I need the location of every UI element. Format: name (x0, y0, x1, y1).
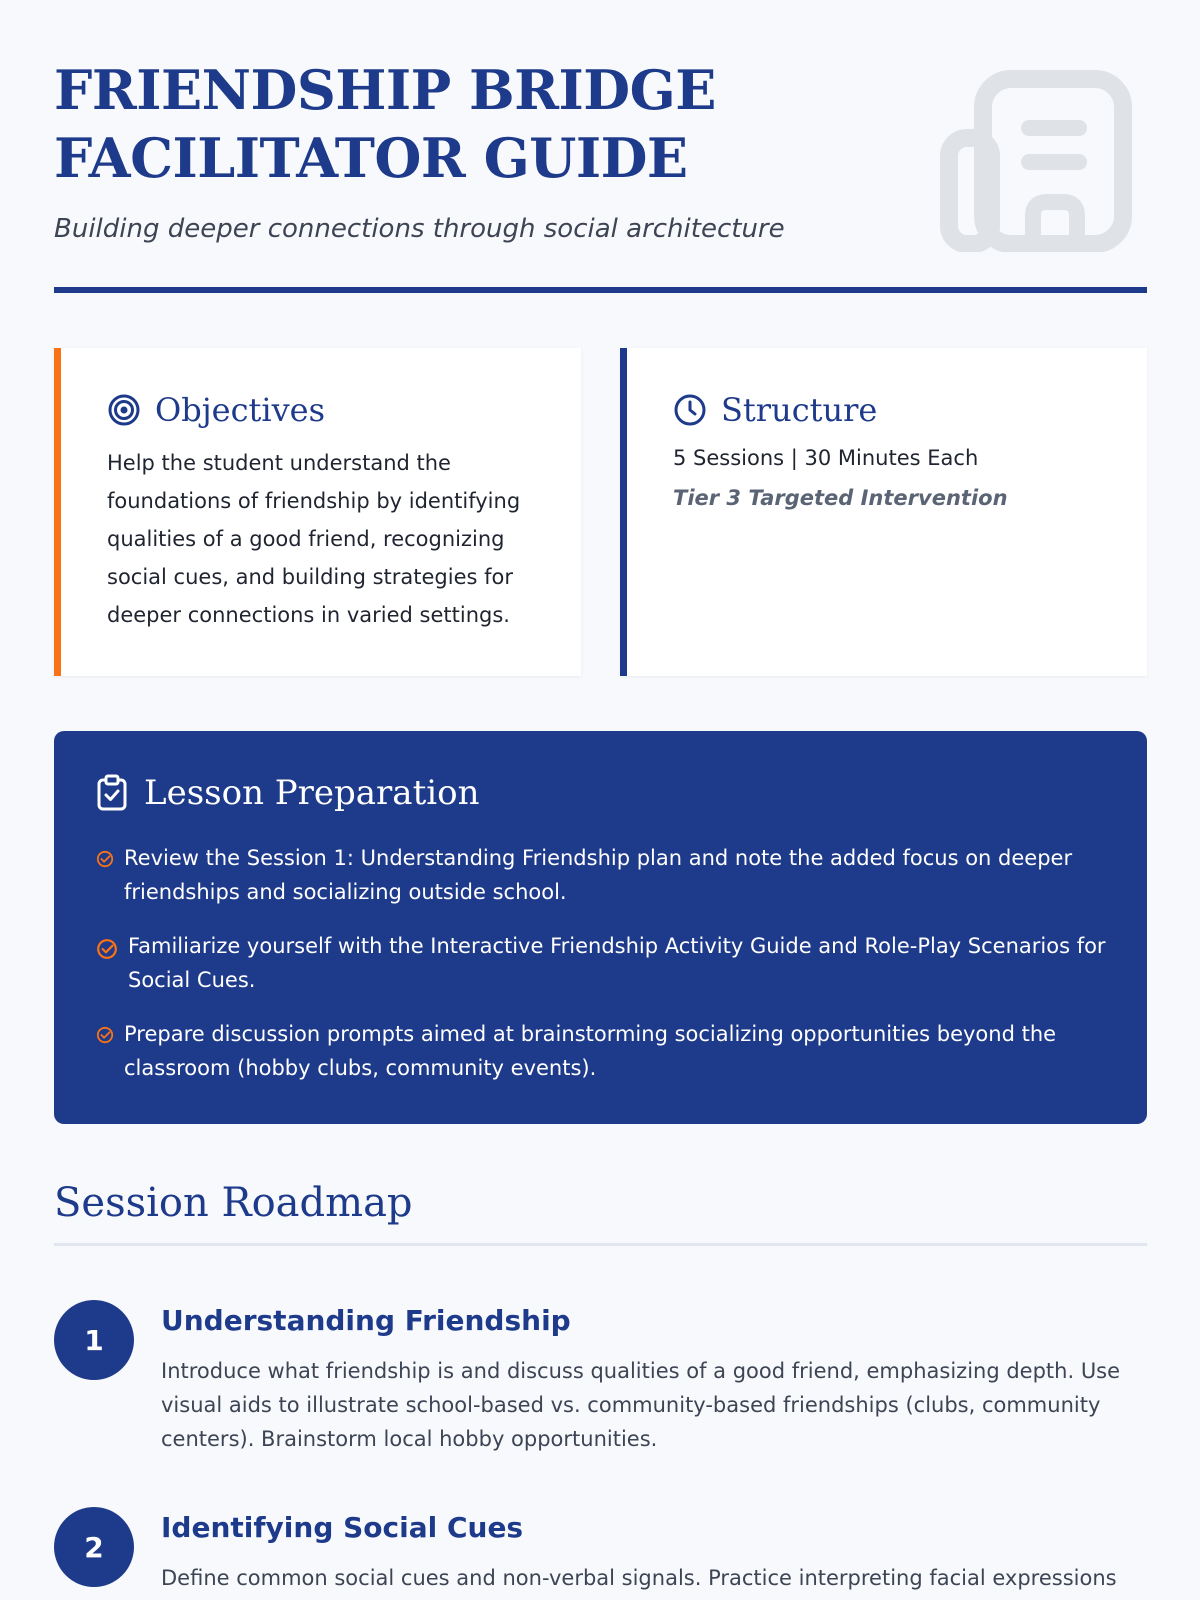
page (54, 0, 1147, 1590)
list-item (96, 1017, 1107, 1085)
objectives-card (54, 348, 581, 676)
lesson-preparation-title: Lesson Preparation (144, 773, 480, 813)
page-title: FRIENDSHIP BRIDGE FACILITATOR GUIDE (54, 58, 716, 190)
check-circle-icon (96, 850, 114, 868)
structure-card (620, 348, 1147, 676)
session-description: Introduce what friendship is and discuss qualities of a good friend, emphasizing depth. Use visual aids to illustrate school-based vs. community-based friendships (clubs, community centers). Brainstorm local hobby opportunities. (161, 1359, 1121, 1451)
session-title: Identifying Social Cues (161, 1511, 524, 1544)
clipboard-check-icon (96, 774, 128, 812)
header (54, 0, 1147, 292)
session-number-badge: 1 (54, 1300, 134, 1380)
header-divider (54, 287, 1147, 293)
lesson-preparation-header (96, 771, 1107, 815)
target-icon (107, 393, 141, 427)
list-item (96, 841, 1107, 909)
structure-sessions: 5 Sessions | 30 Minutes Each (673, 446, 979, 470)
page-subtitle: Building deeper connections through social architecture (54, 214, 785, 244)
list-item (96, 929, 1107, 997)
info-cards (54, 348, 1147, 676)
structure-header (673, 390, 1107, 430)
roadmap-divider (54, 1243, 1147, 1246)
objectives-title: Objectives (155, 391, 326, 429)
structure-title: Structure (721, 391, 878, 429)
lesson-preparation-panel (54, 731, 1147, 1124)
structure-tier: Tier 3 Targeted Intervention (673, 486, 1008, 510)
clock-icon (673, 393, 707, 427)
lesson-preparation-list (96, 841, 1107, 1085)
check-circle-icon (96, 938, 118, 960)
list-item-text: Familiarize yourself with the Interactive Friendship Activity Guide and Role-Play Scenarios for Social Cues. (128, 934, 1106, 992)
session-description: Define common social cues and non-verbal signals. Practice interpreting facial expressions (161, 1566, 1117, 1590)
session-number-badge: 2 (54, 1507, 134, 1587)
session-roadmap-title: Session Roadmap (54, 1180, 413, 1226)
session-title: Understanding Friendship (161, 1304, 571, 1337)
objectives-text: Help the student understand the foundations of friendship by identifying qualities of a good friend, recognizing social cues, and building strategies for deeper connections in varied settings. (107, 451, 521, 627)
objectives-header (107, 390, 541, 430)
check-circle-icon (96, 1026, 114, 1044)
list-item-text: Prepare discussion prompts aimed at brainstorming socializing opportunities beyond the classroom (hobby clubs, community events). (124, 1022, 1057, 1080)
list-item-text: Review the Session 1: Understanding Friendship plan and note the added focus on deeper friendships and socializing outside school. (124, 846, 1073, 904)
